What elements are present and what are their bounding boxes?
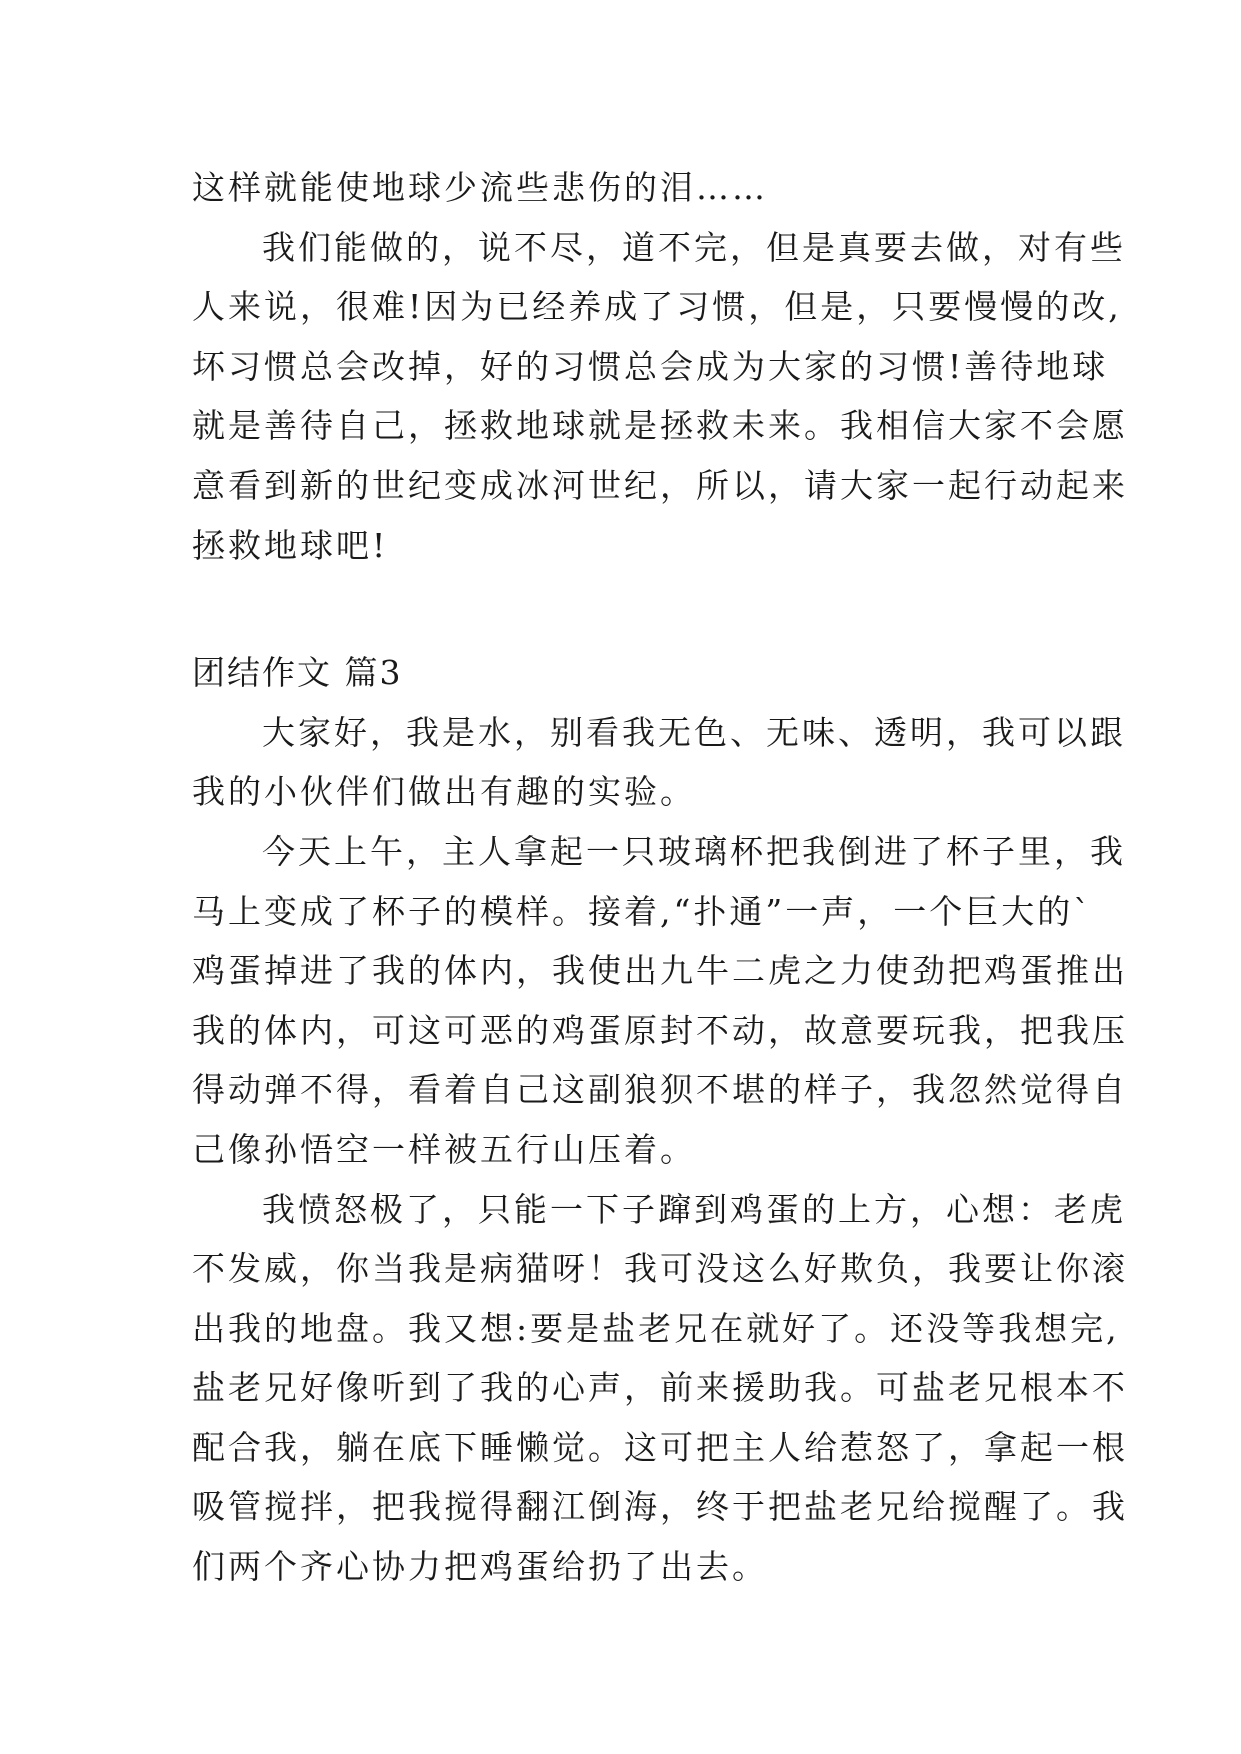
paragraph xyxy=(192,822,1128,1180)
text-line: 这样就能使地球少流些悲伤的泪…… xyxy=(192,168,768,207)
text-line: 盐老兄好像听到了我的心声，前来援助我。可盐老兄根本不 xyxy=(192,1368,1128,1408)
paragraph xyxy=(192,703,1126,822)
text-line: 就是善待自己，拯救地球就是拯救未来。我相信大家不会愿 xyxy=(192,406,1128,446)
text-line: 不发威，你当我是病猫呀！我可没这么好欺负，我要让你滚 xyxy=(192,1249,1128,1289)
text-line: 人来说，很难!因为已经养成了习惯，但是，只要慢慢的改, xyxy=(192,287,1122,327)
text-line: 们两个齐心协力把鸡蛋给扔了出去。 xyxy=(192,1547,768,1587)
paragraph xyxy=(192,1180,1128,1597)
text-line: 我的小伙伴们做出有趣的实验。 xyxy=(192,772,696,812)
text-line: 我愤怒极了，只能一下子蹿到鸡蛋的上方，心想：老虎 xyxy=(262,1189,1126,1229)
paragraph-continuation xyxy=(192,158,1072,218)
section-heading: 团结作文 篇3 xyxy=(192,653,403,693)
text-line: 得动弹不得，看着自己这副狼狈不堪的样子，我忽然觉得自 xyxy=(192,1070,1128,1110)
text-line: 己像孙悟空一样被五行山压着。 xyxy=(192,1129,696,1169)
text-line: 吸管搅拌，把我搅得翻江倒海，终于把盐老兄给搅醒了。我 xyxy=(192,1487,1128,1527)
text-line: 我们能做的，说不尽，道不完，但是真要去做，对有些 xyxy=(262,227,1126,267)
text-line: 我的体内，可这可恶的鸡蛋原封不动，故意要玩我，把我压 xyxy=(192,1010,1128,1050)
text-line: 大家好，我是水，别看我无色、无味、透明，我可以跟 xyxy=(262,712,1126,752)
text-line: 坏习惯总会改掉，好的习惯总会成为大家的习惯!善待地球 xyxy=(192,346,1109,386)
text-line: 鸡蛋掉进了我的体内，我使出九牛二虎之力使劲把鸡蛋推出 xyxy=(192,951,1128,991)
paragraph xyxy=(192,218,1128,576)
text-line: 意看到新的世纪变成冰河世纪，所以，请大家一起行动起来 xyxy=(192,465,1128,505)
text-line: 出我的地盘。我又想:要是盐老兄在就好了。还没等我想完, xyxy=(192,1308,1120,1348)
text-line: 马上变成了杯子的模样。接着,“扑通”一声，一个巨大的` xyxy=(192,891,1093,931)
text-line: 今天上午，主人拿起一只玻璃杯把我倒进了杯子里，我 xyxy=(262,831,1126,871)
text-line: 配合我，躺在底下睡懒觉。这可把主人给惹怒了，拿起一根 xyxy=(192,1427,1128,1467)
document-page xyxy=(192,158,1128,1597)
text-line: 拯救地球吧! xyxy=(192,525,389,565)
